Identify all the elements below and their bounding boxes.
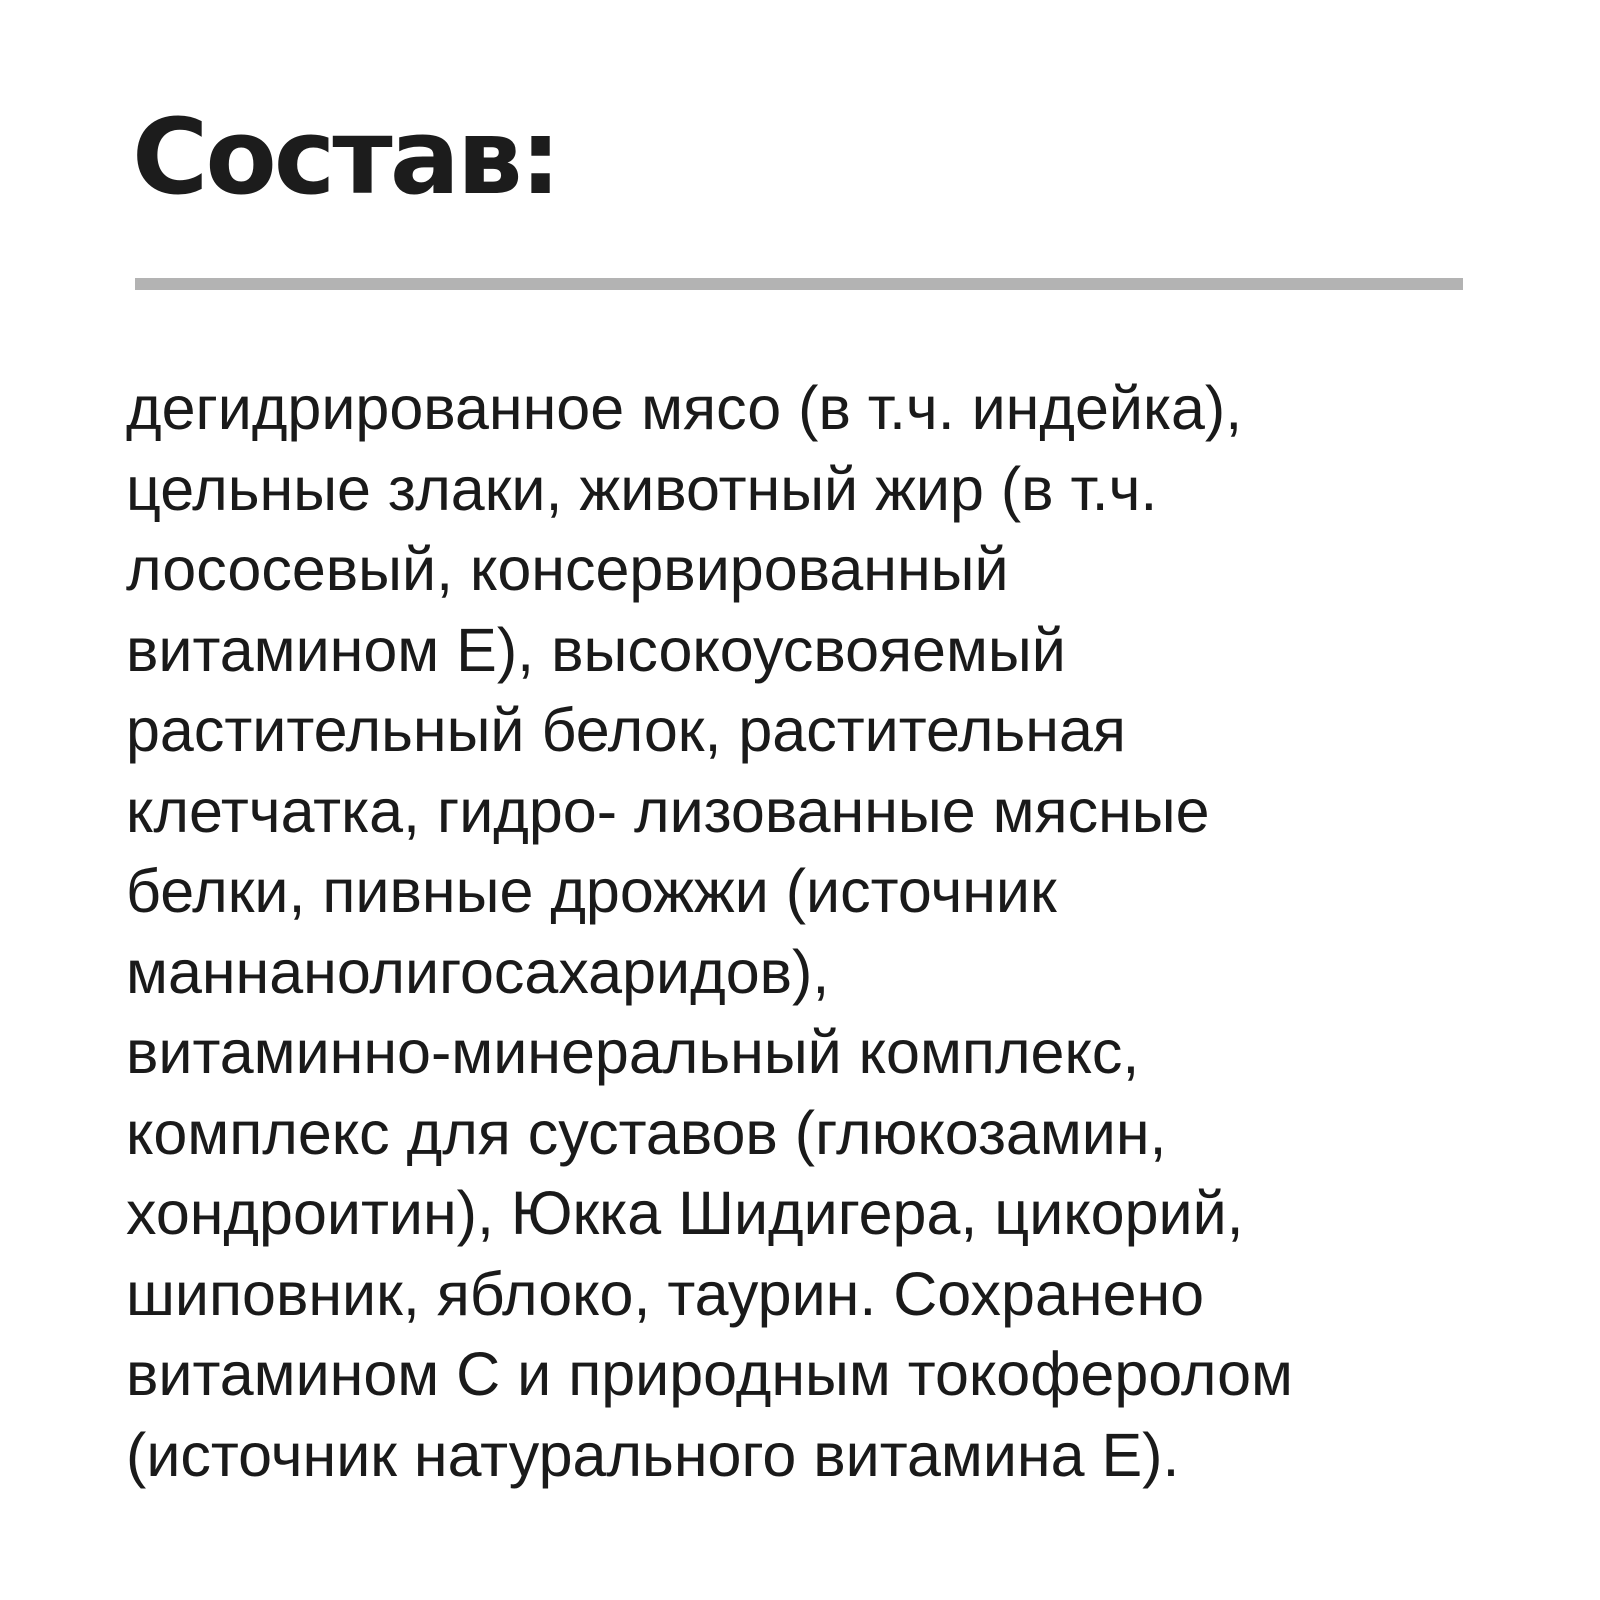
composition-line: витаминно-минеральный комплекс, (126, 1018, 1140, 1086)
composition-line: цельные злаки, животный жир (в т.ч. (126, 454, 1158, 523)
composition-line: комплекс для суставов (глюкозамин, (126, 1098, 1167, 1167)
composition-line: дегидрированное мясо (в т.ч. индейка), (126, 374, 1243, 442)
composition-line: витамином С и природным токоферолом (126, 1340, 1293, 1408)
composition-line: белки, пивные дрожжи (источник (126, 857, 1057, 925)
composition-heading: Состав: (132, 96, 559, 218)
composition-text (126, 368, 1566, 1495)
composition-line: маннанолигосахаридов), (126, 937, 830, 1006)
composition-line: клетчатка, гидро- лизованные мясные (126, 776, 1210, 845)
composition-line: (источник натурального витамина Е). (126, 1420, 1180, 1489)
composition-line: лососевый, консервированный (126, 535, 1009, 603)
composition-line: растительный белок, растительная (126, 696, 1126, 764)
heading-divider (135, 278, 1463, 290)
composition-line: хондроитин), Юкка Шидигера, цикорий, (126, 1179, 1244, 1247)
composition-line: шиповник, яблоко, таурин. Сохранено (126, 1259, 1205, 1328)
composition-line: витамином Е), высокоусвояемый (126, 615, 1066, 684)
